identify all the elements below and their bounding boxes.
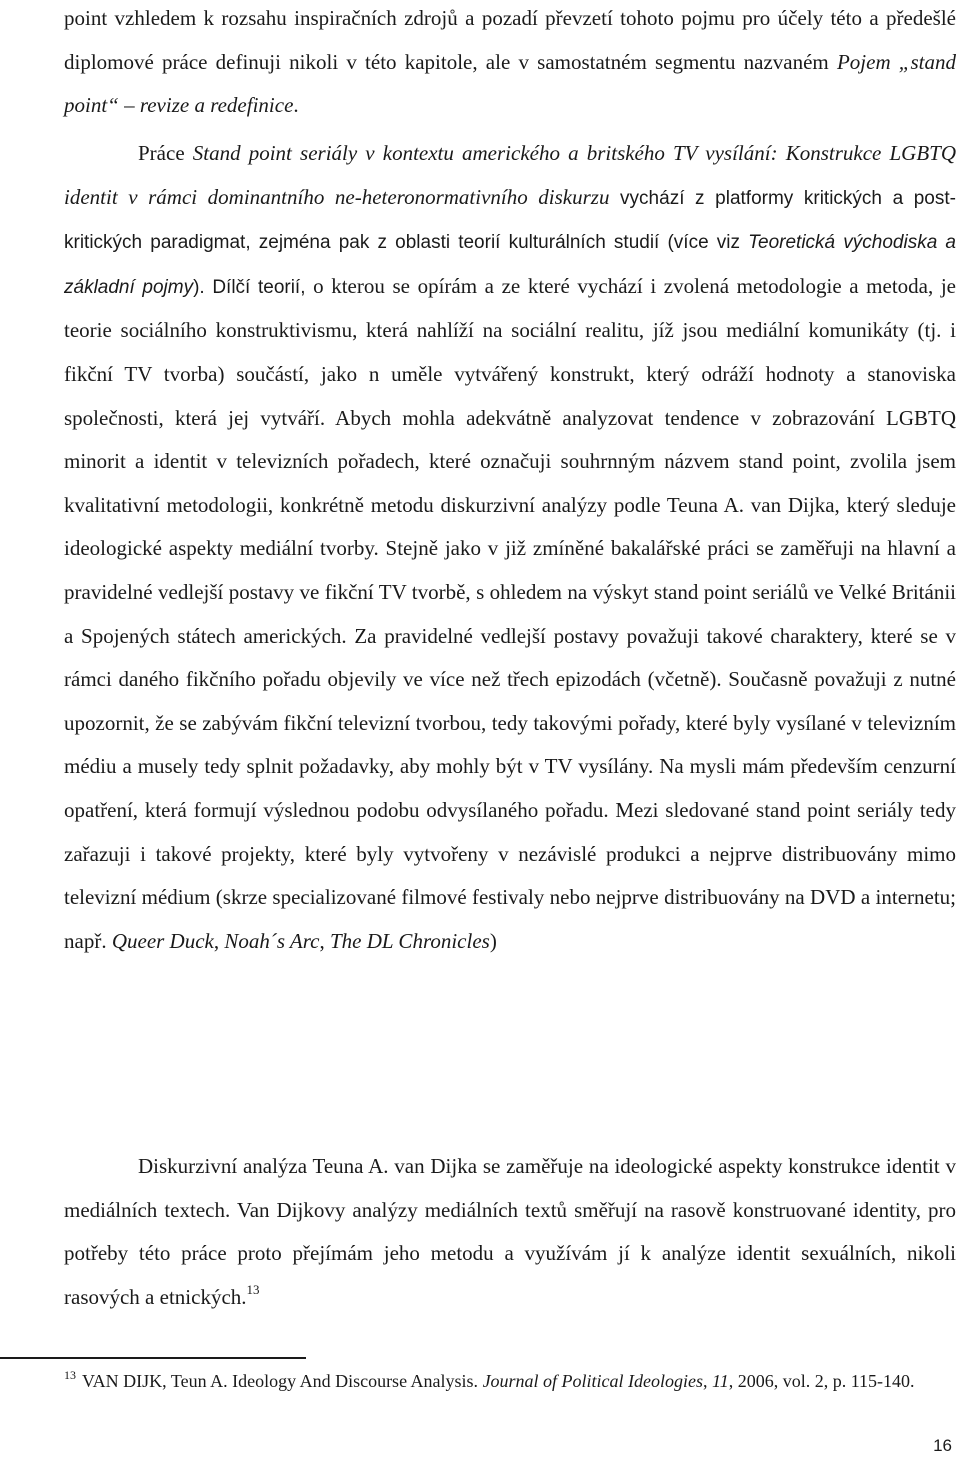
text-run: Pojem „stand point“ – revize a redefinice (64, 49, 956, 118)
text-run: ). Dílčí teorií, (193, 276, 306, 298)
footnote-reference: 13 (246, 1281, 260, 1297)
text-run: , (213, 928, 225, 953)
text-run: , (703, 1371, 713, 1391)
text-run: The DL Chronicles (329, 928, 490, 953)
text-run: Queer Duck (111, 928, 214, 953)
text-run: Noah´s Arc (224, 928, 320, 953)
text-run: Diskurzivní analýza Teuna A. van Dijka se zaměřuje na ideologické aspekty konstrukce identit v mediálních textech. Van Dijkovy analýzy mediálních textů směřují na rasově konstruované identity, pro potřeby této práce proto přejímám jeho metodu a využívám jí k analýze identit sexuálních, nikoli rasových a etnických. (64, 1154, 956, 1309)
text-run: . (293, 93, 299, 118)
text-run: Stand point seriály v kontextu amerického a britského TV vysílání: Konstrukce LGBTQ identit v rámci dominantního ne-heteronormativního diskurzu (64, 141, 956, 209)
text-run: vychází z platformy kritických a post-kritických paradigmat, zejména pak z oblasti teorií kulturálních studií (více viz (64, 187, 956, 254)
text-run: 11 (712, 1371, 729, 1391)
text-run: , (319, 928, 330, 953)
text-run: ) (489, 928, 497, 953)
text-run: Teoretická východiska a základní pojmy (64, 232, 956, 298)
footnote (64, 1368, 954, 1394)
footnote-number: 13 (64, 1368, 76, 1382)
paragraph-2-text (64, 141, 956, 953)
footnote-text (82, 1371, 915, 1391)
text-run: Journal of Political Ideologies (482, 1371, 704, 1391)
body-paragraph-1 (64, 0, 956, 128)
text-run: point vzhledem k rozsahu inspiračních zdrojů a pozadí převzetí tohoto pojmu pro účely této a předešlé diplomové práce definuji nikoli v této kapitole, ale v samostatném segmentu nazvaném (64, 6, 956, 74)
page-number: 16 (933, 1436, 952, 1455)
body-paragraph-2 (64, 132, 956, 963)
body-paragraph-3 (64, 1145, 956, 1319)
paragraph-3-text (64, 1154, 956, 1309)
text-run: VAN DIJK, Teun A. Ideology And Discourse Analysis. (82, 1371, 483, 1391)
footnote-separator (0, 1357, 306, 1359)
text-run: , 2006, vol. 2, p. 115-140. (728, 1371, 915, 1391)
text-run: o kterou se opírám a ze které vychází i zvolená metodologie a metoda, je teorie sociálního konstruktivismu, která nahlíží na sociální realitu, jíž jsou mediální komunikáty (tj. i fikční TV tvorba) součástí, jako n uměle vytvářený konstrukt, který odráží hodnoty a stanoviska společnosti, která jej vytváří. Abych mohla adekvátně analyzovat tendence v zobrazování LGBTQ minorit a identit v televizních pořadech, které označuji souhrnným názvem stand point, zvolila jsem kvalitativní metodologii, konkrétně metodu diskurzivní analýzy podle Teuna A. van Dijka, který sleduje ideologické aspekty mediální tvorby. Stejně jako v již zmíněné bakalářské práci se zaměřuji na hlavní a pravidelné vedlejší postavy ve fikční TV tvorbě, s ohledem na výskyt stand point seriálů ve Velké Británii a Spojených státech amerických. Za pravidelné vedlejší postavy považuji takové charaktery, které se v rámci daného fikčního pořadu objevily ve více než třech epizodách (včetně). Současně považuji z nutné upozornit, že se zabývám fikční televizní tvorbou, tedy takovými pořady, které byly vysílané v televizním médiu a musely tedy splnit požadavky, aby mohly být v TV vysílány. Na mysli mám především cenzurní opatření, která formují výslednou podobu odvysílaného pořadu. Mezi sledované stand point seriály tedy zařazuji i takové projekty, které byly vytvořeny v nezávislé produkci a nejprve distribuovány mimo televizní médium (skrze specializované filmové festivaly nebo nejprve distribuovány na DVD a internetu; např. (64, 273, 956, 953)
text-run: Práce (138, 141, 193, 165)
